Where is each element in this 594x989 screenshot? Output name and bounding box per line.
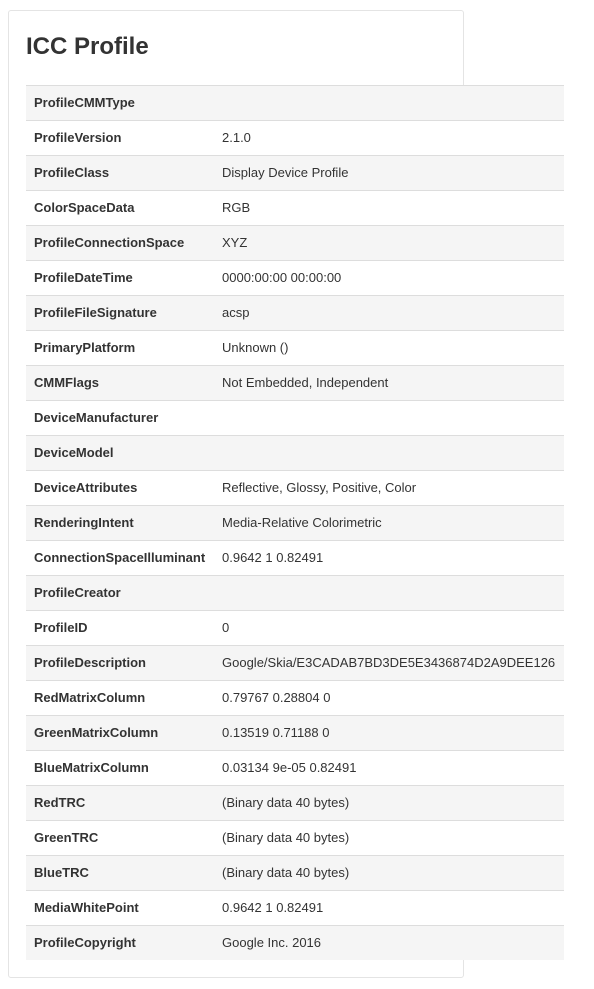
row-value: 0.9642 1 0.82491: [214, 541, 564, 576]
table-row: [26, 611, 564, 646]
table-row: [26, 471, 564, 506]
table-row: [26, 156, 564, 191]
table-row: [26, 891, 564, 926]
row-value: Google/Skia/E3CADAB7BD3DE5E3436874D2A9DEE126: [214, 646, 564, 681]
table-row: [26, 856, 564, 891]
table-row: [26, 926, 564, 961]
row-value: 0.13519 0.71188 0: [214, 716, 564, 751]
row-key: PrimaryPlatform: [26, 331, 214, 366]
row-value: Display Device Profile: [214, 156, 564, 191]
row-value: Google Inc. 2016: [214, 926, 564, 961]
row-value: 0000:00:00 00:00:00: [214, 261, 564, 296]
table-body: [26, 86, 564, 961]
table-row: [26, 366, 564, 401]
row-key: BlueTRC: [26, 856, 214, 891]
row-value: 2.1.0: [214, 121, 564, 156]
row-key: ProfileDateTime: [26, 261, 214, 296]
row-value: (Binary data 40 bytes): [214, 786, 564, 821]
row-key: BlueMatrixColumn: [26, 751, 214, 786]
table-row: [26, 401, 564, 436]
table-row: [26, 86, 564, 121]
row-key: ProfileClass: [26, 156, 214, 191]
row-key: ProfileID: [26, 611, 214, 646]
row-value: Reflective, Glossy, Positive, Color: [214, 471, 564, 506]
row-value: Unknown (): [214, 331, 564, 366]
table-row: [26, 786, 564, 821]
row-value: 0: [214, 611, 564, 646]
row-value: XYZ: [214, 226, 564, 261]
row-value: 0.9642 1 0.82491: [214, 891, 564, 926]
row-value: RGB: [214, 191, 564, 226]
row-key: ProfileCreator: [26, 576, 214, 611]
section-title: ICC Profile: [26, 33, 149, 60]
row-value: Media-Relative Colorimetric: [214, 506, 564, 541]
row-key: DeviceAttributes: [26, 471, 214, 506]
row-key: CMMFlags: [26, 366, 214, 401]
row-key: ProfileCMMType: [26, 86, 214, 121]
table-row: [26, 576, 564, 611]
row-key: ProfileCopyright: [26, 926, 214, 961]
table-row: [26, 226, 564, 261]
row-value: [214, 86, 564, 121]
row-value: acsp: [214, 296, 564, 331]
table-row: [26, 191, 564, 226]
table-row: [26, 681, 564, 716]
table-row: [26, 261, 564, 296]
row-key: RenderingIntent: [26, 506, 214, 541]
row-value: (Binary data 40 bytes): [214, 856, 564, 891]
row-value: 0.79767 0.28804 0: [214, 681, 564, 716]
row-key: ColorSpaceData: [26, 191, 214, 226]
table-row: [26, 331, 564, 366]
table-row: [26, 436, 564, 471]
row-value: 0.03134 9e-05 0.82491: [214, 751, 564, 786]
table-row: [26, 296, 564, 331]
table-row: [26, 716, 564, 751]
row-key: MediaWhitePoint: [26, 891, 214, 926]
table-row: [26, 821, 564, 856]
row-key: ProfileDescription: [26, 646, 214, 681]
row-key: ProfileConnectionSpace: [26, 226, 214, 261]
table-row: [26, 646, 564, 681]
row-key: RedTRC: [26, 786, 214, 821]
row-value: [214, 401, 564, 436]
row-key: ProfileVersion: [26, 121, 214, 156]
row-value: (Binary data 40 bytes): [214, 821, 564, 856]
row-key: ConnectionSpaceIlluminant: [26, 541, 214, 576]
row-key: DeviceModel: [26, 436, 214, 471]
row-value: [214, 436, 564, 471]
table-row: [26, 541, 564, 576]
table-row: [26, 121, 564, 156]
row-key: GreenTRC: [26, 821, 214, 856]
row-value: Not Embedded, Independent: [214, 366, 564, 401]
row-key: DeviceManufacturer: [26, 401, 214, 436]
table-row: [26, 751, 564, 786]
row-key: RedMatrixColumn: [26, 681, 214, 716]
table-row: [26, 506, 564, 541]
icc-profile-table: [26, 85, 564, 960]
row-key: ProfileFileSignature: [26, 296, 214, 331]
row-value: [214, 576, 564, 611]
row-key: GreenMatrixColumn: [26, 716, 214, 751]
